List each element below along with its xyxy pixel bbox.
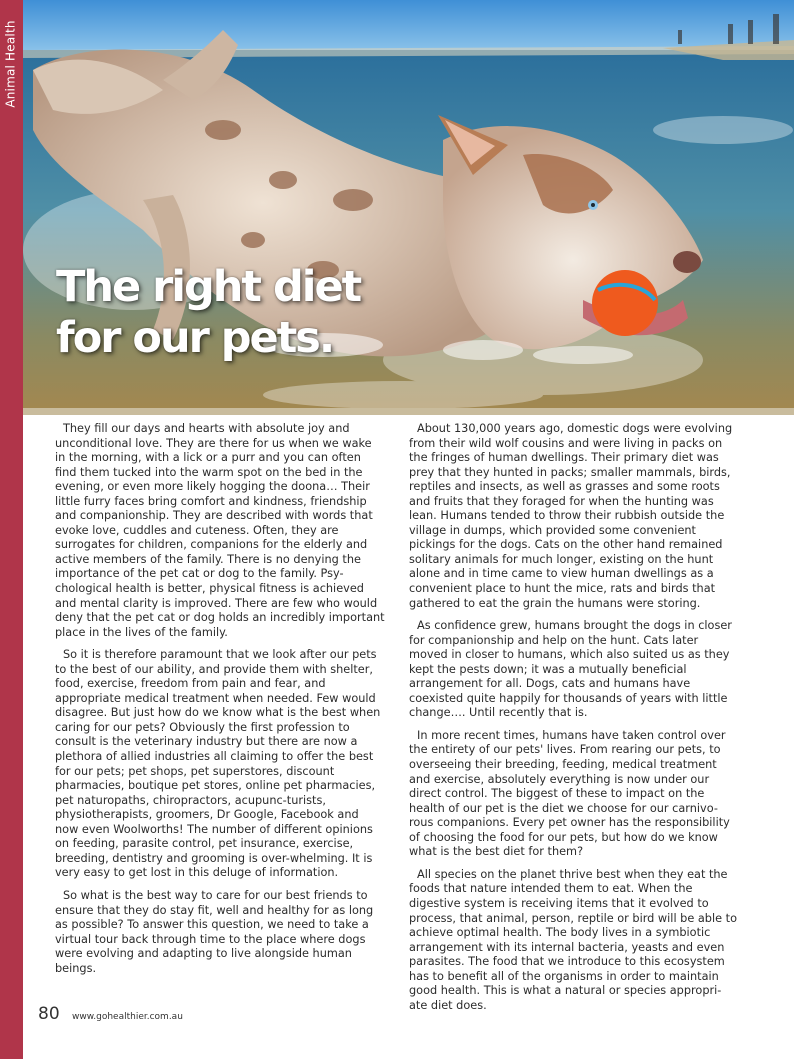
website-url: www.gohealthier.com.au — [72, 1012, 183, 1022]
hero-divider-rule — [23, 408, 794, 415]
article-paragraph: So it is therefore paramount that we look after our pets to the best of our ability, and provide them with shelter, food, exercise, freedom from pain and fear, and appropriate medical treatment when needed. Few would disagree. But just how do we know what is the best when caring for our pets? Obviously the first profession to consult is the veterinary industry but there are now a plethora of allied industries all claiming to offer the best for our pets; pet shops, pet superstores, discount pharmacies, boutique pet stores, online pet pharmacies, pet naturopaths, chiropractors, acupunc-turists, physiotherapists, groomers, Dr Google, Facebook and now even Woolworths! The number of different opinions on feeding, parasite control, pet insurance, exercise, breeding, dentistry and grooming is over-whelming. It is very easy to get lost in this deluge of information. — [55, 648, 381, 880]
article-paragraph: In more recent times, humans have taken control over the entirety of our pets' lives. From rearing our pets, to overseeing their breeding, feeding, medical treatment and exercise, absolutely everything is now under our direct control. The biggest of these to impact on the health of our pet is the diet we choose for our carnivo-rous companions. Every pet owner has the responsibility of choosing the food for our pets, but how do we know what is the best diet for them? — [409, 728, 730, 859]
article-title — [56, 262, 360, 364]
page-number: 80 — [38, 1004, 60, 1024]
article-column-right — [409, 422, 739, 1021]
article-paragraph: About 130,000 years ago, domestic dogs were evolving from their wild wolf cousins and were living in packs on the fringes of human dwellings. Their primary diet was prey that they hunted in packs; smaller mammals, birds, reptiles and insects, as well as grasses and some roots and fruits that they foraged for when the hunting was lean. Humans tended to throw their rubbish outside the village in dumps, which provided some convenient pickings for the dogs. Cats on the other hand remained solitary animals for much longer, existing on the hunt alone and in time came to view human dwellings as a convenient place to hunt the mice, rats and birds that gathered to eat the grain the humans were storing. — [409, 422, 733, 610]
title-line-1: The right diet — [56, 262, 361, 312]
section-accent-band — [0, 0, 23, 1059]
title-line-2: for our pets. — [56, 313, 334, 363]
article-paragraph: As confidence grew, humans brought the dogs in closer for companionship and help on the hunt. Cats later moved in closer to humans, which also suited us as they kept the pests down; it was a mutually beneficial arrangement for all. Dogs, cats and humans have coexisted quite happily for thousands of years with little change…. Until recently that is. — [409, 619, 732, 720]
article-paragraph: All species on the planet thrive best when they eat the foods that nature intended them to eat. When the digestive system is receiving items that it evolved to process, that animal, person, reptile or bird will be able to achieve optimal health. The body lives in a symbiotic arrangement with its internal bacteria, yeasts and even parasites. The food that we introduce to this ecosystem has to benefit all of the organisms in order to maintain good health. This is what a natural or species appropri-ate diet does. — [409, 867, 738, 1012]
article-paragraph: They fill our days and hearts with absolute joy and unconditional love. They are there for us when we wake in the morning, with a lick or a purr and you can often find them tucked into the warm spot on the bed in the evening, or even more likely hogging the doona… Their little furry faces bring comfort and kindness, friendship and companionship. They are described with words that evoke love, cuddles and cuteness. Often, they are surrogates for children, companions for the elderly and active members of the family. There is no denying the importance of the pet cat or dog to the family. Psy-chological health is better, physical fitness is achieved and mental clarity is improved. There are few who would deny that the pet cat or dog holds an incredibly important place in the lives of the family. — [55, 422, 385, 639]
hero-photo — [23, 0, 794, 408]
article-column-left — [55, 422, 385, 984]
section-label-text: Animal Health — [4, 19, 19, 108]
section-label — [3, 6, 19, 121]
article-paragraph: So what is the best way to care for our best friends to ensure that they do stay fit, well and healthy for as long as possible? To answer this question, we need to take a virtual tour back through time to the place where dogs were evolving and adapting to live alongside human beings. — [55, 888, 374, 975]
